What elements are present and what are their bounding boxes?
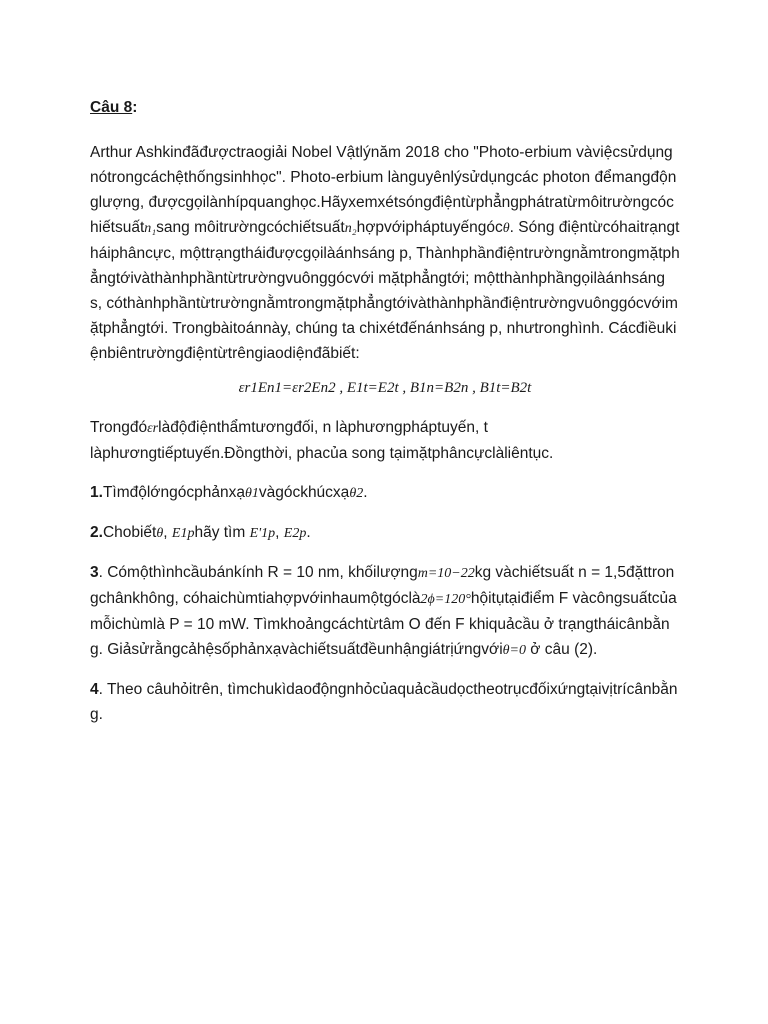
heading-colon: : [132, 99, 138, 116]
intro-text-4: . Sóng điệntừcóhaitrạngtháiphâncực, mộttrạngtháiđượcgọilàánhsáng p, Thànhphầnđiệntrườngnằmtrongmặtphẳngtớivàthànhphầntừtrườngvuônggócvới mặtphẳngtới; mộtthànhphầngọilàánhsáng s, cóthànhphầntừtrườngnằmtrongmặtphẳngtớivàthànhphầnđiệntrườngvuônggócvớimặtphẳngtới. Trongbàitoánnày, chúng ta chixétđếnánhsáng p, nhưtronghình. Cácđiềukiệnbiêntrườngđiệntừtrêngiaodiệnđãbiết: [90, 219, 680, 362]
question-number-label: Câu 8 [90, 99, 133, 116]
symbol-e1p-prime: E'1p [249, 526, 276, 541]
question-4-text-1: . Theo câuhỏitrên, tìmchukìdaođộngnhỏcủaquảcầudọctheotrụcđốixứngtạivịtrícânbằng. [90, 681, 678, 723]
document-page [90, 95, 680, 741]
question-3-text-2: kg vàchiếtsuất n = 1,5đặttrongchânkhông, cóhaichùmtiahợpvớinhaumộtgóclà [90, 564, 675, 607]
question-4-number: 4 [90, 681, 99, 698]
boundary-conditions-equation: εr1En1=εr2En2 , E1t=E2t , B1n=B2n , B1t=B2t [238, 380, 532, 396]
question-3-text-1: . Cómộthìnhcầubánkính R = 10 nm, khốilượng [98, 564, 418, 581]
symbol-mass: m=10−22 [417, 566, 475, 581]
question-1-text-1: Tìmđộlớngócphảnxạ [102, 484, 245, 501]
question-1-text-3: . [363, 484, 368, 501]
question-2-number: 2. [90, 524, 103, 541]
question-1-text-2: vàgóckhúcxạ [258, 484, 350, 501]
question-2-sep: , [163, 524, 172, 541]
symbol-theta-zero: θ=0 [502, 643, 526, 658]
definition-text-2: làđộđiệnthẩmtươngđối, n làphươngpháptuyến, t làphươngtiếptuyến.Đồngthời, phacủa song tạimặtphâncựclàliêntục. [90, 419, 554, 462]
symbol-theta: θ [502, 221, 510, 236]
symbol-e1p: E1p [171, 526, 195, 541]
symbol-theta: θ [156, 526, 164, 541]
symbol-theta2: θ2 [349, 486, 364, 501]
question-3-text-3: hộitụtạiđiểm F vàcôngsuấtcủamỗichùmlà P = 10 mW. Tìmkhoảngcáchtừtâm O đến F khiquảcầu ở trạngtháicânbằng. Giảsửrằngcảhệsốphảnxạvàchiếtsuấtđềunhậngiátrịứngvới [90, 590, 677, 658]
question-3-text-4: ở câu (2). [526, 641, 598, 658]
intro-text-2: sang môitrườngcóchiếtsuất [156, 219, 345, 236]
question-1-number: 1. [90, 484, 103, 501]
question-1 [90, 480, 680, 506]
question-2 [90, 520, 680, 546]
symbol-angle: 2ϕ=120° [420, 592, 471, 607]
intro-paragraph [90, 140, 680, 366]
question-2-comma: , [275, 524, 284, 541]
definition-paragraph [90, 415, 680, 466]
symbol-theta1: θ1 [244, 486, 259, 501]
question-2-text-1: Chobiết [102, 524, 157, 541]
question-heading [90, 95, 680, 120]
question-3 [90, 560, 680, 663]
symbol-n1: n₁ [144, 221, 157, 236]
intro-text-1: Arthur Ashkinđãđượctraogiải Nobel Vậtlýnăm 2018 cho "Photo-erbium vàviệcsửdụngnótrongcáchệthốngsinhhọc". Photo-erbium lànguyênlýsửdụngcác photon đểmangđộnglượng, đượcgọilànhípquanghọc.Hãyxemxétsóngđiệntừphẳngphátratừmôitrườngcóchiếtsuất [90, 144, 677, 236]
intro-text-3: hợpvớipháptuyếngóc [356, 219, 503, 236]
symbol-e2p: E2p [283, 526, 307, 541]
question-2-text-2: hãy tìm [194, 524, 250, 541]
definition-text-1: Trongđó [90, 419, 148, 436]
question-4 [90, 677, 680, 727]
question-3-number: 3 [90, 564, 99, 581]
symbol-epsilon-r: εr [147, 421, 159, 436]
question-2-text-3: . [306, 524, 311, 541]
symbol-n2: n₂ [344, 221, 357, 236]
